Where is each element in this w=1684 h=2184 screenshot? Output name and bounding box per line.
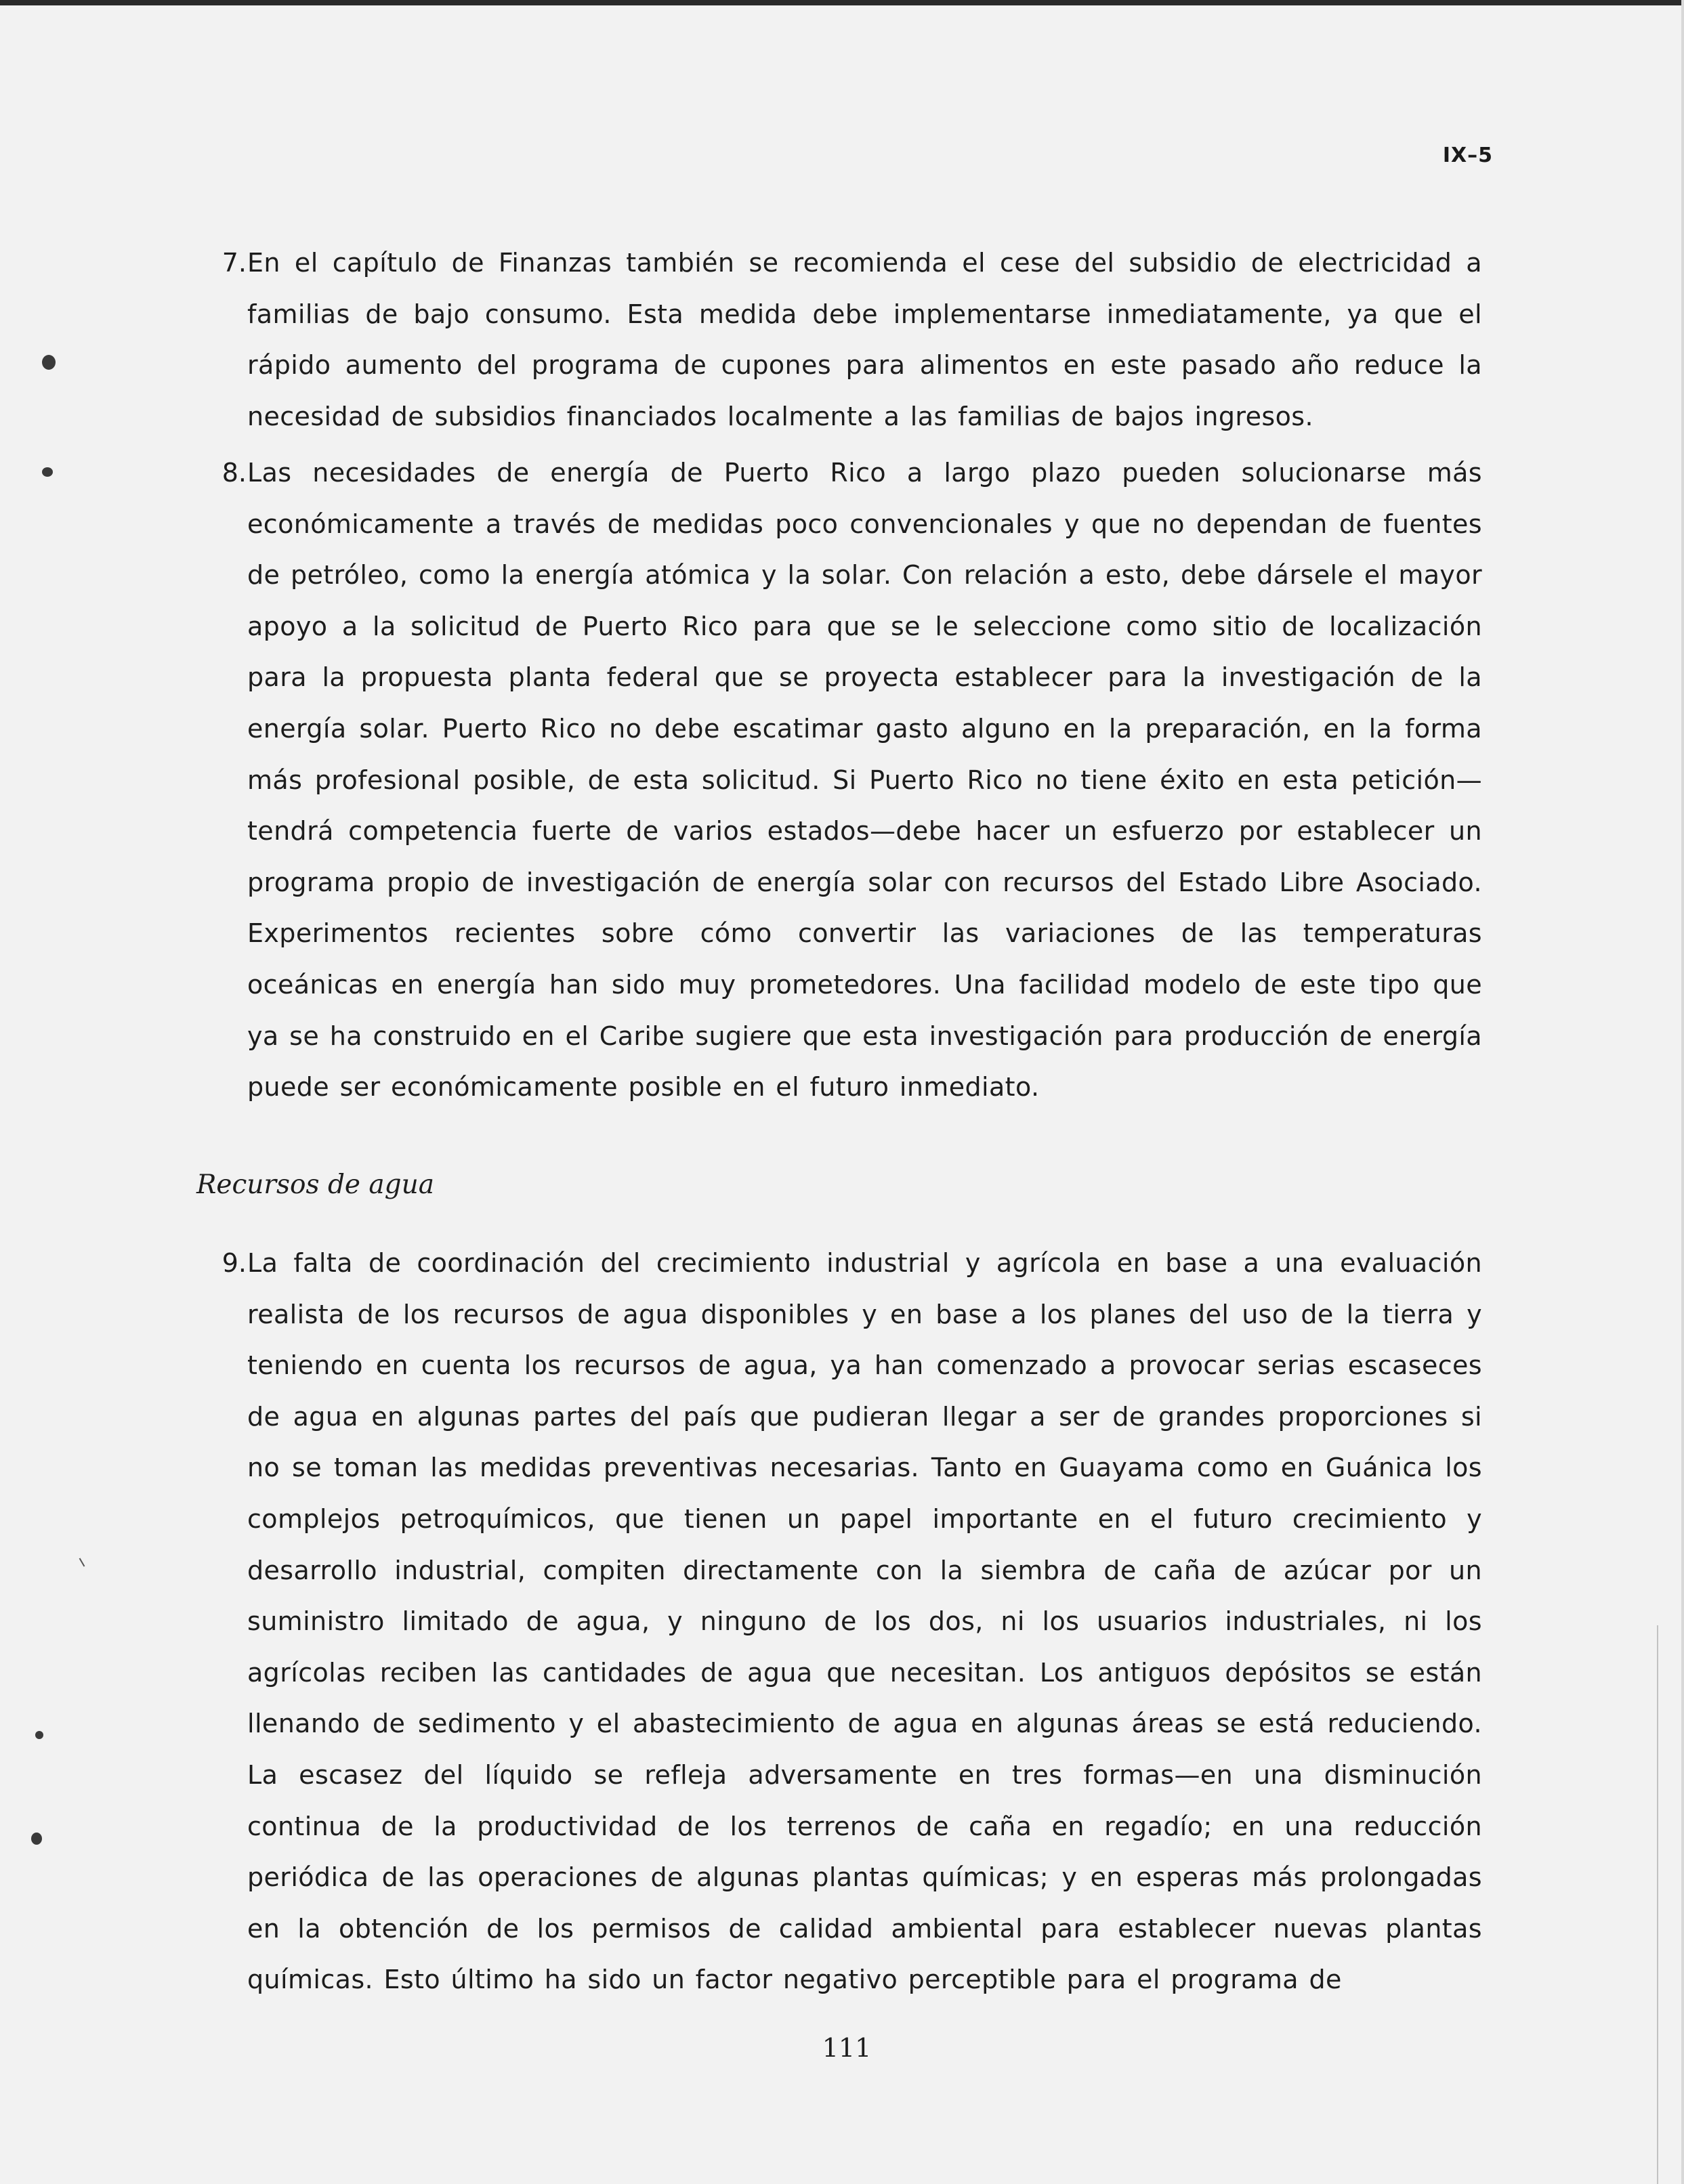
scan-mark [79, 1558, 85, 1566]
binder-hole-mark [31, 1833, 42, 1845]
list-item-text: En el capítulo de Finanzas también se recomienda el cese del subsidio de electricidad a familias de bajo consumo. Esta medida debe implementarse inmediatamente, ya que el rápido aumento del programa de cupones para alimentos en este pasado año reduce la necesidad de subsidios financiados localmente a las familias de bajos ingresos. [247, 248, 1482, 431]
binder-hole-mark [35, 1731, 43, 1739]
page-label: IX–5 [1442, 144, 1493, 167]
binder-hole-mark [42, 467, 53, 477]
list-item-number: 9. [222, 1248, 247, 1278]
page-top-edge [0, 0, 1684, 5]
list-item-number: 8. [222, 458, 247, 488]
page-right-edge [1681, 0, 1684, 2184]
binder-hole-mark [42, 355, 56, 370]
section-heading: Recursos de agua [196, 1170, 434, 1200]
list-item-text: Las necesidades de energía de Puerto Rico a largo plazo pueden solucionarse más económicamente a través de medidas poco convencionales y que no dependan de fuentes de petróleo, como la energía atómica y la solar. Con relación a esto, debe dársele el mayor apoyo a la solicitud de Puerto Rico para que se le seleccione como sitio de localización para la propuesta planta federal que se proyecta establecer para la investigación de la energía solar. Puerto Rico no debe escatimar gasto alguno en la preparación, en la forma más profesional posible, de esta solicitud. Si Puerto Rico no tiene éxito en esta petición—tendrá competencia fuerte de varios estados—debe hacer un esfuerzo por establecer un programa propio de investigación de energía solar con recursos del Estado Libre Asociado. Experimentos recientes sobre cómo convertir las variaciones de las temperaturas oceánicas en energía han sido muy prometedores. Una facilidad modelo de este tipo que ya se ha construido en el Caribe sugiere que esta investigación para producción de energía puede ser económicamente posible en el futuro inmediato. [247, 458, 1482, 1102]
page-crease [1657, 1625, 1658, 2184]
page-number: 111 [822, 2033, 872, 2063]
list-item-number: 7. [222, 248, 247, 278]
list-item-text: La falta de coordinación del crecimiento industrial y agrícola en base a una evaluación realista de los recursos de agua disponibles y en base a los planes del uso de la tierra y teniendo en cuenta los recursos de agua, ya han comenzado a provocar serias escaseces de agua en algunas partes del país que pudieran llegar a ser de grandes proporciones si no se toman las medidas preventivas necesarias. Tanto en Guayama como en Guánica los complejos petroquímicos, que tienen un papel importante en el futuro crecimiento y desarrollo industrial, compiten directamente con la siembra de caña de azúcar por un suministro limitado de agua, y ninguno de los dos, ni los usuarios industriales, ni los agrícolas reciben las cantidades de agua que necesitan. Los antiguos depósitos se están llenando de sedimento y el abastecimiento de agua en algunas áreas se está reduciendo. La escasez del líquido se refleja adversamente en tres formas—en una disminución continua de la productividad de los terrenos de caña en regadío; en una reducción periódica de las operaciones de algunas plantas químicas; y en esperas más prolongadas en la obtención de los permisos de calidad ambiental para establecer nuevas plantas químicas. Esto último ha sido un factor negativo perceptible para el programa de [247, 1248, 1482, 1995]
